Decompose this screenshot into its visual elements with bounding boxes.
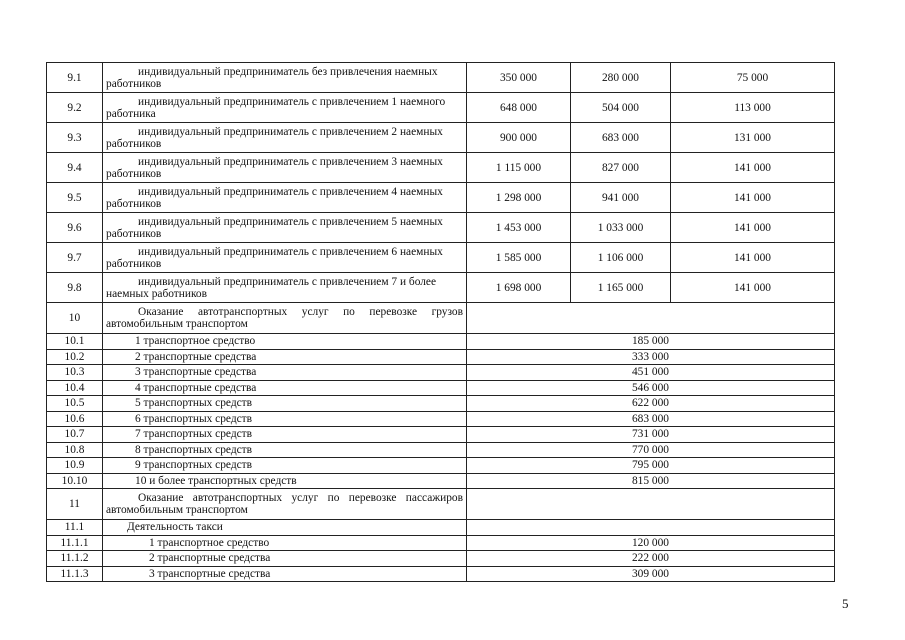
row-description-text: индивидуальный предприниматель с привлечением 2 наемных работников	[106, 125, 443, 150]
row-number: 11.1.3	[47, 566, 103, 582]
section-number: 11	[47, 489, 103, 520]
row-number: 9.1	[47, 63, 103, 93]
value-cell-2: 941 000	[571, 183, 671, 213]
value-cell-1: 1 698 000	[467, 273, 571, 303]
value-cell-2: 1 165 000	[571, 273, 671, 303]
section-title-text: Оказание автотранспортных услуг по перевозке грузов автомобильным транспортом	[106, 306, 463, 330]
table-row	[47, 243, 835, 273]
table-row	[47, 535, 835, 551]
row-number: 10.2	[47, 349, 103, 365]
row-description: 1 транспортное средство	[103, 535, 467, 551]
row-description: 4 транспортные средства	[103, 380, 467, 396]
value-cell-1: 900 000	[467, 123, 571, 153]
row-number: 9.3	[47, 123, 103, 153]
row-description	[103, 183, 467, 213]
value-cell-3: 131 000	[671, 123, 835, 153]
row-description: 9 транспортных средств	[103, 458, 467, 474]
row-description-text: индивидуальный предприниматель с привлечением 1 наемного работника	[106, 95, 446, 120]
row-description: 8 транспортных средств	[103, 442, 467, 458]
row-value: 222 000	[467, 551, 835, 567]
row-description	[103, 93, 467, 123]
row-description: 2 транспортные средства	[103, 349, 467, 365]
row-number: 11.1.2	[47, 551, 103, 567]
value-cell-3: 141 000	[671, 153, 835, 183]
value-cell-2: 827 000	[571, 153, 671, 183]
table-row	[47, 566, 835, 582]
row-description: 3 транспортные средства	[103, 566, 467, 582]
subsection-number: 11.1	[47, 520, 103, 536]
value-cell-2: 1 106 000	[571, 243, 671, 273]
section-header-row	[47, 303, 835, 334]
table-row	[47, 213, 835, 243]
table-row	[47, 273, 835, 303]
row-description-text: индивидуальный предприниматель с привлечением 7 и более наемных работников	[106, 275, 437, 300]
row-value: 770 000	[467, 442, 835, 458]
value-cell-2: 683 000	[571, 123, 671, 153]
row-number: 9.8	[47, 273, 103, 303]
table-row	[47, 380, 835, 396]
row-number: 10.6	[47, 411, 103, 427]
row-number: 10.8	[47, 442, 103, 458]
row-value: 546 000	[467, 380, 835, 396]
row-description	[103, 153, 467, 183]
table-row	[47, 93, 835, 123]
value-cell-2: 504 000	[571, 93, 671, 123]
row-description: 3 транспортные средства	[103, 365, 467, 381]
row-description: 1 транспортное средство	[103, 334, 467, 350]
row-description	[103, 273, 467, 303]
row-value: 120 000	[467, 535, 835, 551]
value-cell-1: 1 115 000	[467, 153, 571, 183]
row-number: 10.4	[47, 380, 103, 396]
table-row	[47, 396, 835, 412]
table-row	[47, 183, 835, 213]
row-number: 9.7	[47, 243, 103, 273]
table-row	[47, 427, 835, 443]
value-cell-3: 113 000	[671, 93, 835, 123]
row-number: 10.5	[47, 396, 103, 412]
section-empty-cell	[467, 303, 835, 334]
row-number: 10.3	[47, 365, 103, 381]
row-description-text: индивидуальный предприниматель с привлечением 5 наемных работников	[106, 215, 443, 240]
row-value: 185 000	[467, 334, 835, 350]
row-value: 451 000	[467, 365, 835, 381]
table-row	[47, 365, 835, 381]
table-row	[47, 551, 835, 567]
row-number: 10.9	[47, 458, 103, 474]
row-description: 10 и более транспортных средств	[103, 473, 467, 489]
value-cell-3: 141 000	[671, 183, 835, 213]
row-value: 309 000	[467, 566, 835, 582]
table-row	[47, 153, 835, 183]
row-description-text: индивидуальный предприниматель с привлечением 6 наемных работников	[106, 245, 443, 270]
row-description-text: индивидуальный предприниматель с привлечением 4 наемных работников	[106, 185, 443, 210]
row-value: 683 000	[467, 411, 835, 427]
tariff-table	[46, 62, 835, 582]
table-row	[47, 442, 835, 458]
row-description-text: индивидуальный предприниматель без привлечения наемных работников	[106, 65, 438, 90]
row-number: 10.10	[47, 473, 103, 489]
row-description: 5 транспортных средств	[103, 396, 467, 412]
table-row	[47, 458, 835, 474]
section-empty-cell	[467, 489, 835, 520]
value-cell-1: 1 298 000	[467, 183, 571, 213]
table-row	[47, 349, 835, 365]
value-cell-3: 141 000	[671, 243, 835, 273]
row-number: 11.1.1	[47, 535, 103, 551]
value-cell-3: 141 000	[671, 213, 835, 243]
row-number: 9.2	[47, 93, 103, 123]
section-title	[103, 303, 467, 334]
row-description: 6 транспортных средств	[103, 411, 467, 427]
row-value: 795 000	[467, 458, 835, 474]
page-number: 5	[842, 596, 849, 611]
row-description-text: индивидуальный предприниматель с привлечением 3 наемных работников	[106, 155, 443, 180]
row-description	[103, 243, 467, 273]
row-description	[103, 63, 467, 93]
row-number: 9.4	[47, 153, 103, 183]
section-header-row	[47, 489, 835, 520]
section-title	[103, 489, 467, 520]
table-row	[47, 411, 835, 427]
row-description	[103, 123, 467, 153]
table-row	[47, 334, 835, 350]
value-cell-1: 350 000	[467, 63, 571, 93]
section-number: 10	[47, 303, 103, 334]
subsection-empty-cell	[467, 520, 835, 536]
row-number: 9.6	[47, 213, 103, 243]
row-description: 7 транспортных средств	[103, 427, 467, 443]
row-value: 622 000	[467, 396, 835, 412]
table-row	[47, 473, 835, 489]
row-number: 10.1	[47, 334, 103, 350]
section-title-text: Оказание автотранспортных услуг по перевозке пассажиров автомобильным транспортом	[106, 492, 463, 516]
value-cell-1: 1 585 000	[467, 243, 571, 273]
tariff-table-body	[47, 63, 835, 582]
row-description	[103, 213, 467, 243]
row-value: 333 000	[467, 349, 835, 365]
row-value: 815 000	[467, 473, 835, 489]
row-number: 9.5	[47, 183, 103, 213]
value-cell-2: 1 033 000	[571, 213, 671, 243]
subsection-title: Деятельность такси	[103, 520, 467, 536]
row-value: 731 000	[467, 427, 835, 443]
value-cell-1: 648 000	[467, 93, 571, 123]
value-cell-2: 280 000	[571, 63, 671, 93]
subsection-row	[47, 520, 835, 536]
value-cell-3: 141 000	[671, 273, 835, 303]
row-number: 10.7	[47, 427, 103, 443]
table-row	[47, 123, 835, 153]
value-cell-3: 75 000	[671, 63, 835, 93]
value-cell-1: 1 453 000	[467, 213, 571, 243]
row-description: 2 транспортные средства	[103, 551, 467, 567]
table-row	[47, 63, 835, 93]
